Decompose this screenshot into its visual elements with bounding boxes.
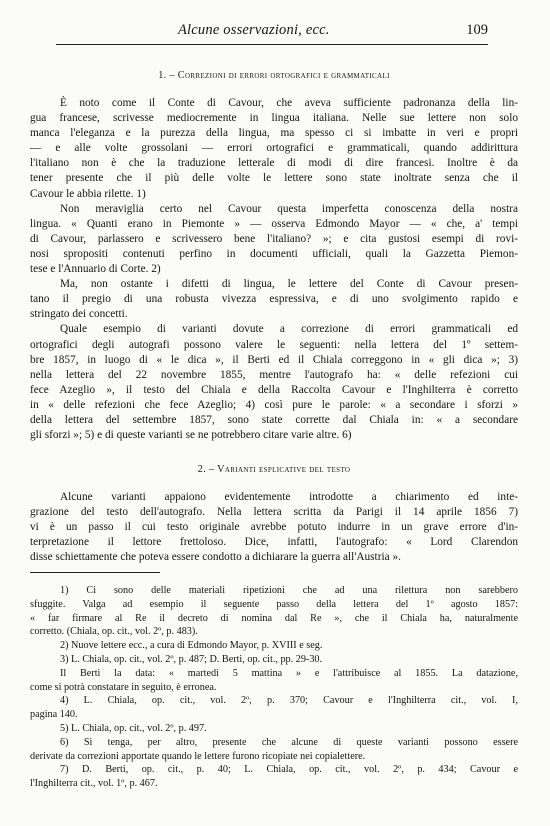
body-line: l'italiano non è che la traduzione letterale di modi di dire francesi. Inoltre è da	[30, 157, 518, 170]
body-line: Quale esempio di varianti dovute a correzione di errori grammaticali ed	[60, 323, 518, 336]
section-1-body	[30, 96, 518, 443]
body-line: disse schiettamente che poteva essere condotto a dichiarare la guerra all'Austria ».	[30, 551, 401, 564]
running-head	[56, 22, 488, 40]
footnote-line: 5) L. Chiala, op. cit., vol. 2º, p. 497.	[60, 722, 207, 734]
body-line: grazione del testo dell'autografo. Nella lettera scritta da Parigi il 14 aprile 1856 7)	[30, 506, 518, 519]
body-line: Cavour le abbia rilette. 1)	[30, 187, 146, 200]
body-line: gli sforzi »; 5) e di queste varianti se ne potrebbero citare varie altre. 6)	[30, 429, 352, 442]
body-line: in « delle refezioni che fece Azeglio; 4) così pure le parole: « a secondare i sforzi »	[30, 398, 518, 411]
body-line: della lettera del settembre 1857, sono state corrette dal Chiala in: « a secondare	[30, 413, 518, 426]
page-number: 109	[466, 22, 488, 38]
footnote-line: 2) Nuove lettere ecc., a cura di Edmondo Mayor, p. XVIII e seg.	[60, 640, 323, 652]
footnote-line: pagina 140.	[30, 709, 78, 721]
section-2-body	[30, 490, 518, 565]
footnote-line: 6) Si tenga, per altro, presente che alcune di queste varianti possono essere	[60, 736, 518, 748]
section-2-heading: 2. – Varianti esplicative del testo	[197, 464, 351, 475]
body-line: nella lettera del 22 novembre 1855, mentre l'autografo ha: « delle refezioni cui	[30, 368, 518, 381]
footnote-line: 1) Ci sono delle materiali ripetizioni che ad una rilettura non sarebbero	[60, 585, 518, 596]
footnote-line: sfuggite. Valga ad esempio il seguente passo della lettera del 1º agosto 1857:	[30, 598, 518, 610]
header-rule	[56, 44, 488, 45]
body-line: tener presente che il più delle volte le lettere sono state inoltrate senza che il	[30, 172, 518, 185]
body-line: manca l'eleganza e la purezza della lingua, ma spesso ci si imbatte in veri e propri	[30, 127, 518, 140]
footnote-line: l'Inghilterra cit., vol. 1º, p. 467.	[30, 778, 158, 790]
body-line: ortografici degli autografi possono valere le seguenti: nella lettera del 1º settem-	[30, 338, 518, 351]
body-line: vi è un passo il cui testo originale avrebbe potuto indurre in un grave errore d'in-	[30, 521, 518, 534]
body-line: tese e l'Annuario di Corte. 2)	[30, 263, 161, 276]
body-line: stringato dei concetti.	[30, 308, 128, 321]
body-line: Non meraviglia certo nel Cavour questa imperfetta conoscenza della nostra	[60, 202, 518, 215]
body-line: nosi spropositi contenuti perfino in documenti ufficiali, quali la Gazzetta Piemon-	[30, 247, 518, 260]
body-line: gua francese, scrivesse mediocremente in lingua italiana. Nelle sue lettere non solo	[30, 112, 518, 125]
footnote-rule	[30, 572, 160, 573]
body-line: Alcune varianti appaiono evidentemente introdotte a chiarimento ed inte-	[60, 491, 518, 503]
body-line: terpretazione il lettore frettoloso. Dice, infatti, l'autografo: « Lord Clarendon	[30, 536, 518, 549]
footnote-line: Il Berti la data: « martedì 5 mattina » e l'attribuisce al 1855. La datazione,	[60, 667, 518, 679]
body-line: Ma, non ostante i difetti di lingua, le lettere del Conte di Cavour presen-	[60, 278, 518, 291]
footnote-line: 7) D. Berti, op. cit., p. 40; L. Chiala, op. cit., vol. 2º, p. 434; Cavour e	[60, 764, 518, 776]
body-line: tano il pregio di una robusta vivezza espressiva, e di uno svolgimento rapido e	[30, 293, 518, 306]
body-line: fece Azeglio », il testo del Chiala e della Raccolta Cavour e l'Inghilterra è corretto	[30, 383, 518, 396]
body-line: di Cavour, parlassero e scrivessero bene l'italiano? »; e cita gustosi esempi di rovi-	[30, 232, 518, 245]
body-line: lingua. « Quanti erano in Piemonte » — osserva Edmondo Mayor — « che, a' tempi	[30, 217, 518, 230]
footnote-line: 4) L. Chiala, op. cit., vol. 2º, p. 370; Cavour e l'Inghilterra cit., vol. I,	[60, 695, 518, 707]
footnote-line: come si potrà constatare in seguito, è erronea.	[30, 681, 217, 693]
body-line: — e alle volte grossolani — errori ortografici e grammaticali, quando addirittura	[30, 142, 518, 155]
section-1-heading: 1. – Correzioni di errori ortografici e grammaticali	[158, 70, 390, 81]
footnote-line: 3) L. Chiala, op. cit., vol. 2º, p. 487; D. Berti, op. cit., pp. 29-30.	[60, 653, 323, 665]
footnote-line: derivate da correzioni apportate quando le lettere furono ricopiate nei copialettere.	[30, 750, 366, 762]
footnote-line: « far firmare al Re il decreto di nomina dal Re », che il Chiala ha, naturalmente	[30, 612, 518, 624]
running-title: Alcune osservazioni, ecc.	[178, 22, 330, 38]
body-line: bre 1857, in luogo di « le dica », il Berti ed il Chiala correggono in « gli dica »; 3)	[30, 353, 518, 366]
body-line: È noto come il Conte di Cavour, che aveva sufficiente padronanza della lin-	[60, 97, 518, 109]
footnote-line: corretto. (Chiala, op. cit., vol. 2º, p. 483).	[30, 626, 198, 638]
footnotes	[30, 584, 518, 791]
